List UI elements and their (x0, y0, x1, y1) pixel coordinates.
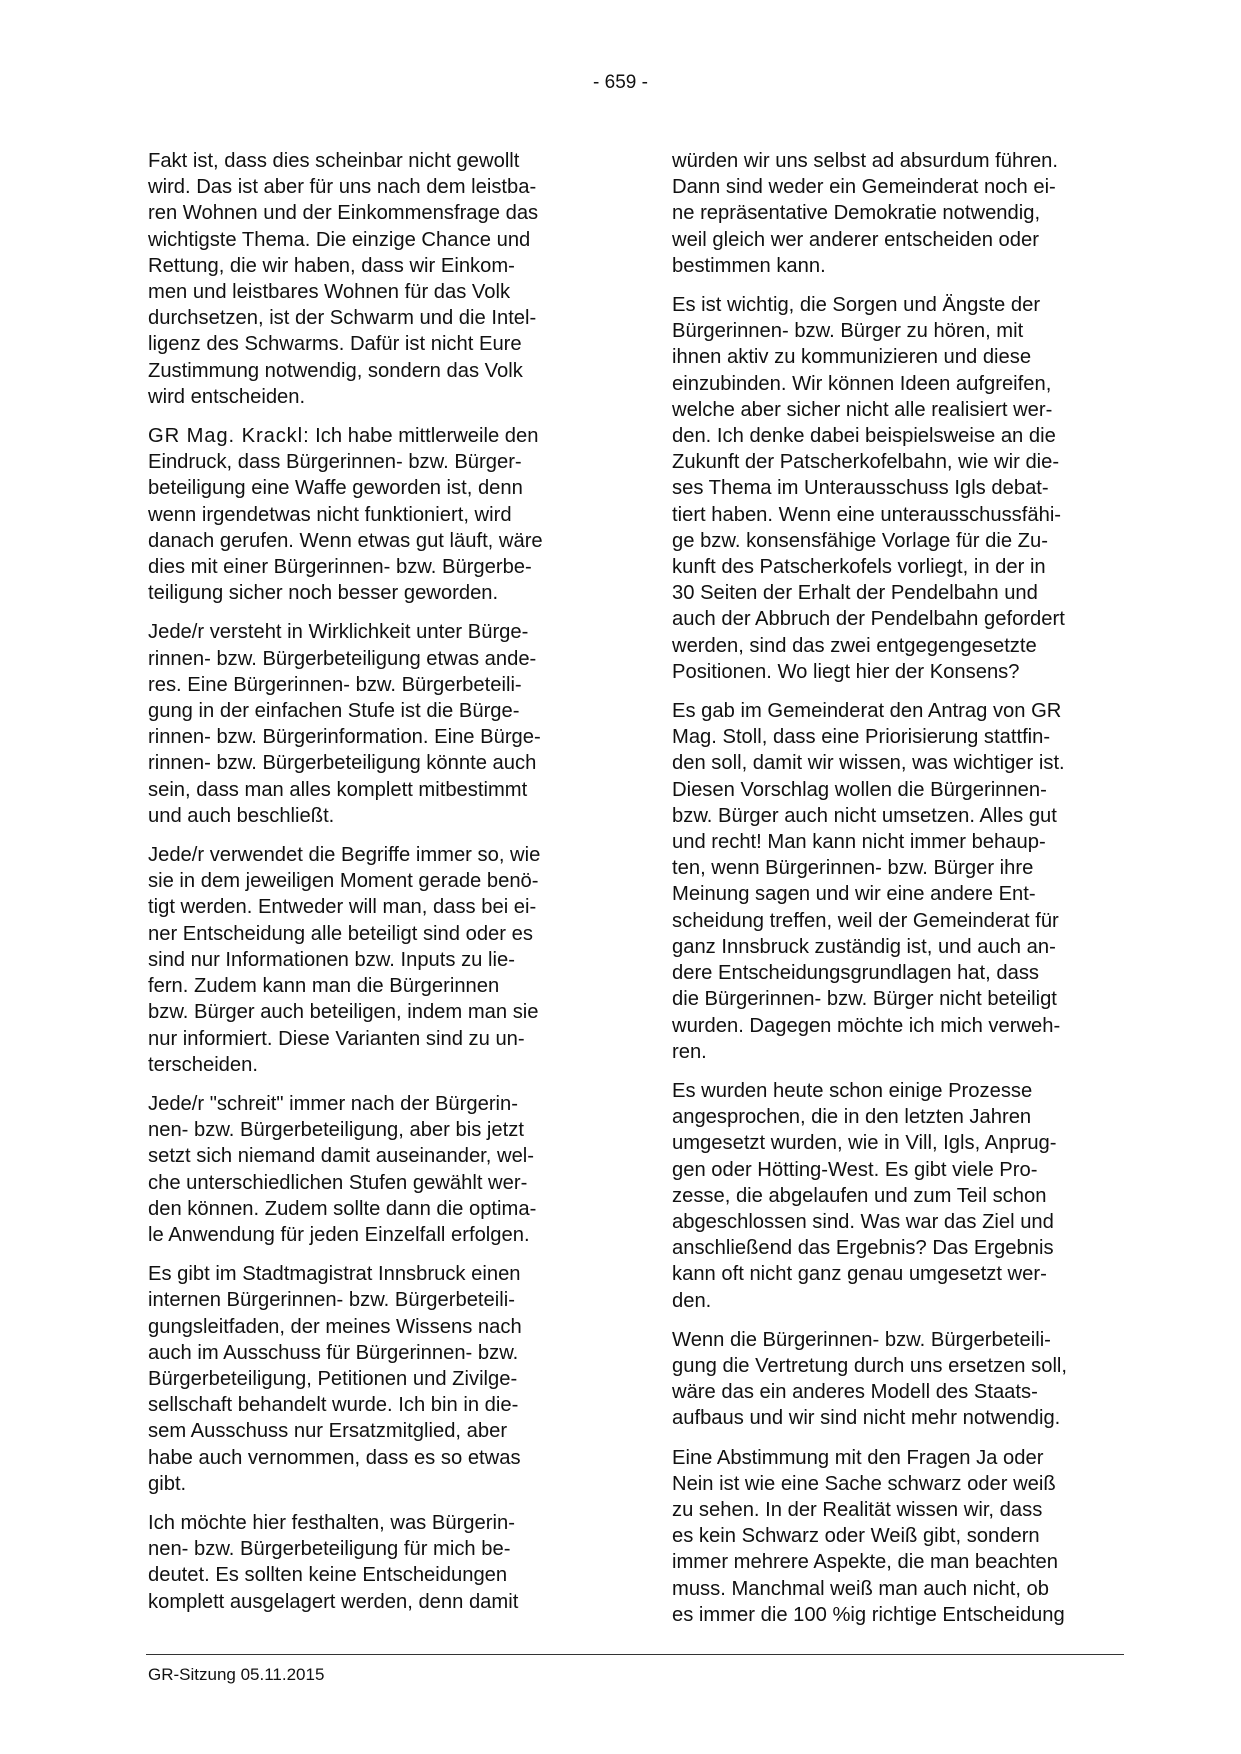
paragraph: Es gab im Gemeinderat den Antrag von GR Mag. Stoll, dass eine Priorisierung stattfin- den soll, damit wir wissen, was wichtiger ist. Diesen Vorschlag wollen die Bürgerinnen- bzw. Bürger auch nicht umsetzen. Alles gut und recht! Man kann nicht immer behaup- ten, wenn Bürgerinnen- bzw. Bürger ihre Meinung sagen und wir eine andere Ent- scheidung treffen, weil der Gemeinderat für ganz Innsbruck zuständig ist, und auch an- dere Entscheidungsgrundlagen hat, dass die Bürgerinnen- bzw. Bürger nicht beteiligt wurden. Dagegen möchte ich mich verweh- ren. (672, 700, 1065, 1063)
paragraph: Es wurden heute schon einige Prozesse angesprochen, die in den letzten Jahren umgesetzt wurden, wie in Vill, Igls, Anprug- gen oder Hötting-West. Es gibt viele Pro- zesse, die abgelaufen und zum Teil schon abgeschlossen sind. Was war das Ziel und anschließend das Ergebnis? Das Ergebnis kann oft nicht ganz genau umgesetzt wer- den. (672, 1079, 1057, 1312)
footer-divider (146, 1654, 1124, 1655)
paragraph-speaker-krackl (148, 423, 598, 606)
paragraph: Eine Abstimmung mit den Fragen Ja oder Nein ist wie eine Sache schwarz oder weiß zu sehen. In der Realität wissen wir, dass es kein Schwarz oder Weiß gibt, sondern immer mehrere Aspekte, die man beachten muss. Manchmal weiß man auch nicht, ob es immer die 100 %ig richtige Entscheidung (672, 1446, 1065, 1626)
paragraph-text: Ich habe mittlerweile den Eindruck, dass Bürgerinnen- bzw. Bürger- beteiligung eine Waffe geworden ist, denn wenn irgendetwas nicht funktioniert, wird danach gerufen. Wenn etwas gut läuft, wäre dies mit einer Bürgerinnen- bzw. Bürgerbe- teiligung sicher noch besser geworden. (148, 425, 543, 605)
paragraph: Es gibt im Stadtmagistrat Innsbruck einen internen Bürgerinnen- bzw. Bürgerbeteili- gungsleitfaden, der meines Wissens nach auch im Ausschuss für Bürgerinnen- bzw. Bürgerbeteiligung, Petitionen und Zivilge- sellschaft behandelt wurde. Ich bin in die- sem Ausschuss nur Ersatzmitglied, aber habe auch vernommen, dass es so etwas gibt. (148, 1263, 522, 1495)
left-column (148, 148, 598, 1628)
paragraph: Wenn die Bürgerinnen- bzw. Bürgerbeteili- gung die Vertretung durch uns ersetzen soll, wäre das ein anderes Modell des Staats- aufbaus und wir sind nicht mehr notwendig. (672, 1328, 1068, 1430)
right-column (672, 148, 1122, 1641)
speaker-name: GR Mag. Krackl: (148, 425, 310, 448)
footer-session-date: GR-Sitzung 05.11.2015 (148, 1665, 325, 1684)
paragraph: Jede/r verwendet die Begriffe immer so, wie sie in dem jeweiligen Moment gerade benö- tigt werden. Entweder will man, dass bei ei- ner Entscheidung alle beteiligt sind oder es sind nur Informationen bzw. Inputs zu lie- fern. Zudem kann man die Bürgerinnen bzw. Bürger auch beteiligen, indem man sie nur informiert. Diese Varianten sind zu un- terscheiden. (148, 844, 541, 1076)
paragraph: Jede/r versteht in Wirklichkeit unter Bürge- rinnen- bzw. Bürgerbeteiligung etwas ande- res. Eine Bürgerinnen- bzw. Bürgerbeteili- gung in der einfachen Stufe ist die Bürge- rinnen- bzw. Bürgerinformation. Eine Bürge- rinnen- bzw. Bürgerbeteiligung könnte auch sein, dass man alles komplett mitbestimmt und auch beschließt. (148, 621, 541, 827)
paragraph: Jede/r "schreit" immer nach der Bürgerin- nen- bzw. Bürgerbeteiligung, aber bis jetzt setzt sich niemand damit auseinander, wel- che unterschiedlichen Stufen gewählt wer- den können. Zudem sollte dann die optima- le Anwendung für jeden Einzelfall erfolgen. (148, 1092, 537, 1246)
page-number: - 659 - (593, 72, 648, 93)
paragraph: würden wir uns selbst ad absurdum führen. Dann sind weder ein Gemeinderat noch ei- ne repräsentative Demokratie notwendig, weil gleich wer anderer entscheiden oder bestimmen kann. (672, 150, 1059, 277)
paragraph: Fakt ist, dass dies scheinbar nicht gewollt wird. Das ist aber für uns nach dem leistba- ren Wohnen und der Einkommensfrage das wichtigste Thema. Die einzige Chance und Rettung, die wir haben, dass wir Einkom- men und leistbares Wohnen für das Volk durchsetzen, ist der Schwarm und die Intel- ligenz des Schwarms. Dafür ist nicht Eure Zustimmung notwendig, sondern das Volk wird entscheiden. (148, 150, 539, 408)
paragraph: Ich möchte hier festhalten, was Bürgerin- nen- bzw. Bürgerbeteiligung für mich be- deutet. Es sollten keine Entscheidungen komplett ausgelagert werden, denn damit (148, 1511, 519, 1613)
paragraph: Es ist wichtig, die Sorgen und Ängste der Bürgerinnen- bzw. Bürger zu hören, mit ihnen aktiv zu kommunizieren und diese einzubinden. Wir können Ideen aufgreifen, welche aber sicher nicht alle realisiert wer- den. Ich denke dabei beispielsweise an die Zukunft der Patscherkofelbahn, wie wir die- ses Thema im Unterausschuss Igls debat- tiert haben. Wenn eine unterausschussfähi- ge bzw. konsensfähige Vorlage für die Zu- kunft des Patscherkofels vorliegt, in der in 30 Seiten der Erhalt der Pendelbahn und auch der Abbruch der Pendelbahn gefordert werden, sind das zwei entgegengesetzte Positionen. Wo liegt hier der Konsens? (672, 294, 1065, 683)
